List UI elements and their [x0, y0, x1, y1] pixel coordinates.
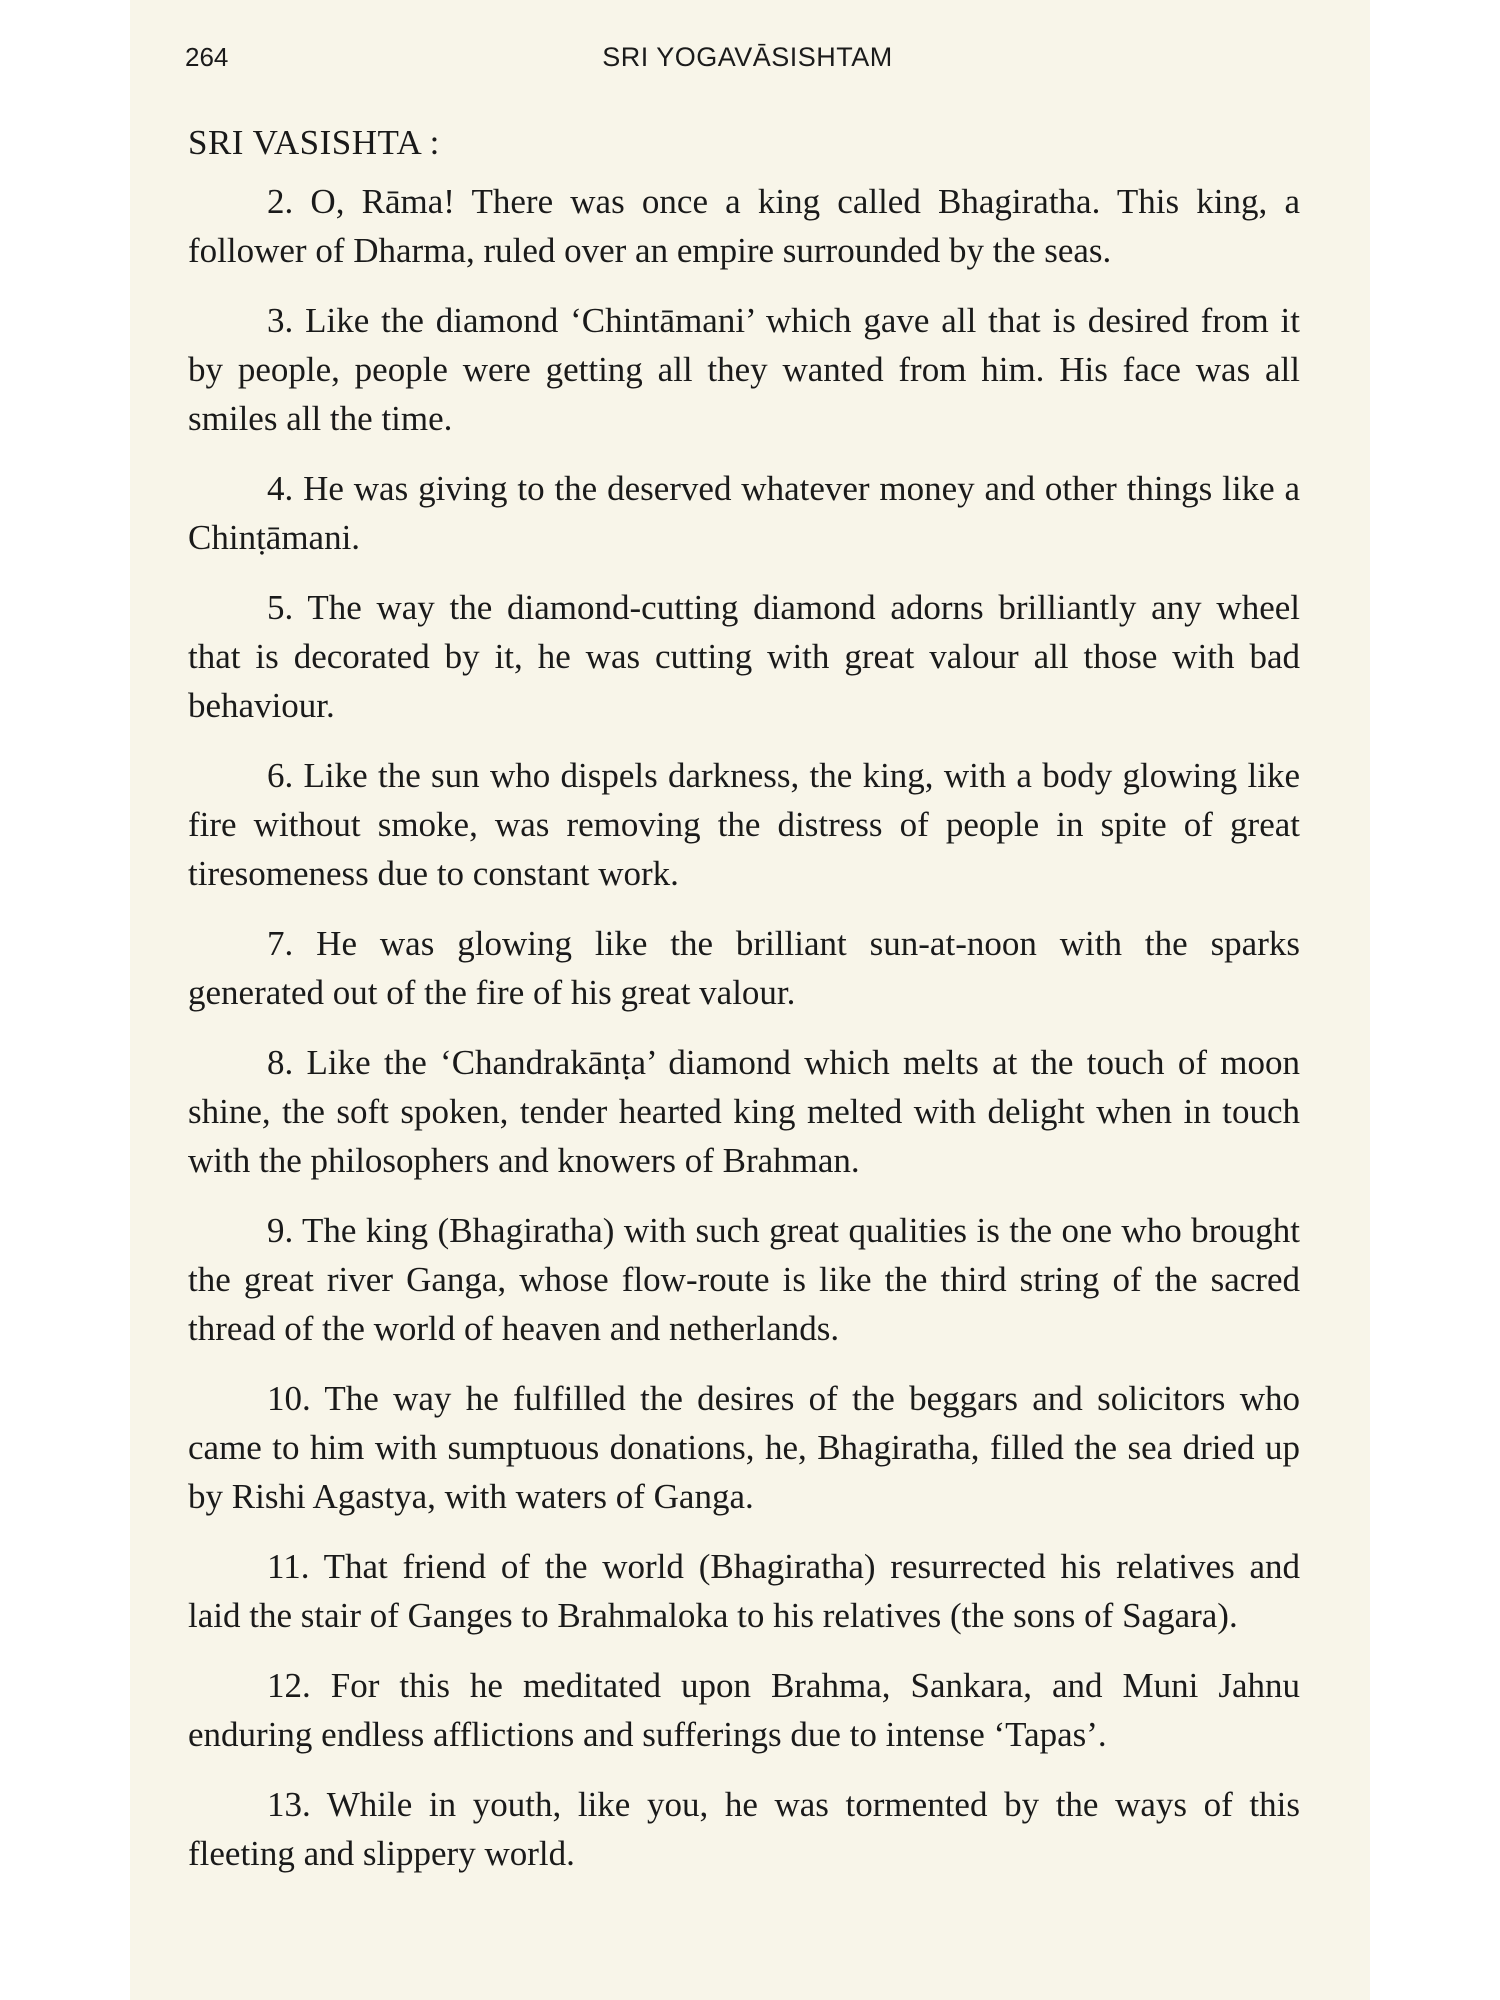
verse-5: 5. The way the diamond-cutting diamond adorns brilliantly any wheel that is decorated by it, he was cutting with great valour all those with bad behaviour. — [188, 588, 1300, 725]
verse-7: 7. He was glowing like the brilliant sun-at-noon with the sparks generated out of the fire of his great valour. — [188, 924, 1300, 1012]
verse-2: 2. O, Rāma! There was once a king called Bhagiratha. This king, a follower of Dharma, ruled over an empire surrounded by the seas. — [188, 182, 1300, 270]
verse-12: 12. For this he meditated upon Brahma, Sankara, and Muni Jahnu enduring endless afflictions and sufferings due to intense ‘Tapas’. — [188, 1666, 1300, 1754]
speaker-heading: SRI VASISHTA : — [188, 123, 440, 162]
verse-8: 8. Like the ‘Chandrakānṭa’ diamond which melts at the touch of moon shine, the soft spoken, tender hearted king melted with delight when in touch with the philosophers and knowers of Brahman. — [188, 1043, 1300, 1180]
page-body — [188, 118, 1300, 1899]
verse-11: 11. That friend of the world (Bhagiratha) resurrected his relatives and laid the stair of Ganges to Brahmaloka to his relatives (the sons of Sagara). — [188, 1547, 1300, 1635]
verse-10: 10. The way he fulfilled the desires of the beggars and solicitors who came to him with sumptuous donations, he, Bhagiratha, filled the sea dried up by Rishi Agastya, with waters of Ganga. — [188, 1379, 1300, 1516]
running-title: SRI YOGAVĀSISHTAM — [602, 42, 893, 72]
page-header — [185, 42, 1310, 82]
verse-13: 13. While in youth, like you, he was tormented by the ways of this fleeting and slippery world. — [188, 1785, 1300, 1873]
book-page — [130, 0, 1370, 2000]
verse-6: 6. Like the sun who dispels darkness, the king, with a body glowing like fire without smoke, was removing the distress of people in spite of great tiresomeness due to constant work. — [188, 756, 1300, 893]
verse-4: 4. He was giving to the deserved whatever money and other things like a Chinṭāmani. — [188, 469, 1300, 557]
verse-9: 9. The king (Bhagiratha) with such great qualities is the one who brought the great river Ganga, whose flow-route is like the third string of the sacred thread of the world of heaven and netherlands. — [188, 1211, 1300, 1348]
page-number: 264 — [185, 42, 229, 72]
verse-3: 3. Like the diamond ‘Chintāmani’ which gave all that is desired from it by people, people were getting all they wanted from him. His face was all smiles all the time. — [188, 301, 1300, 438]
